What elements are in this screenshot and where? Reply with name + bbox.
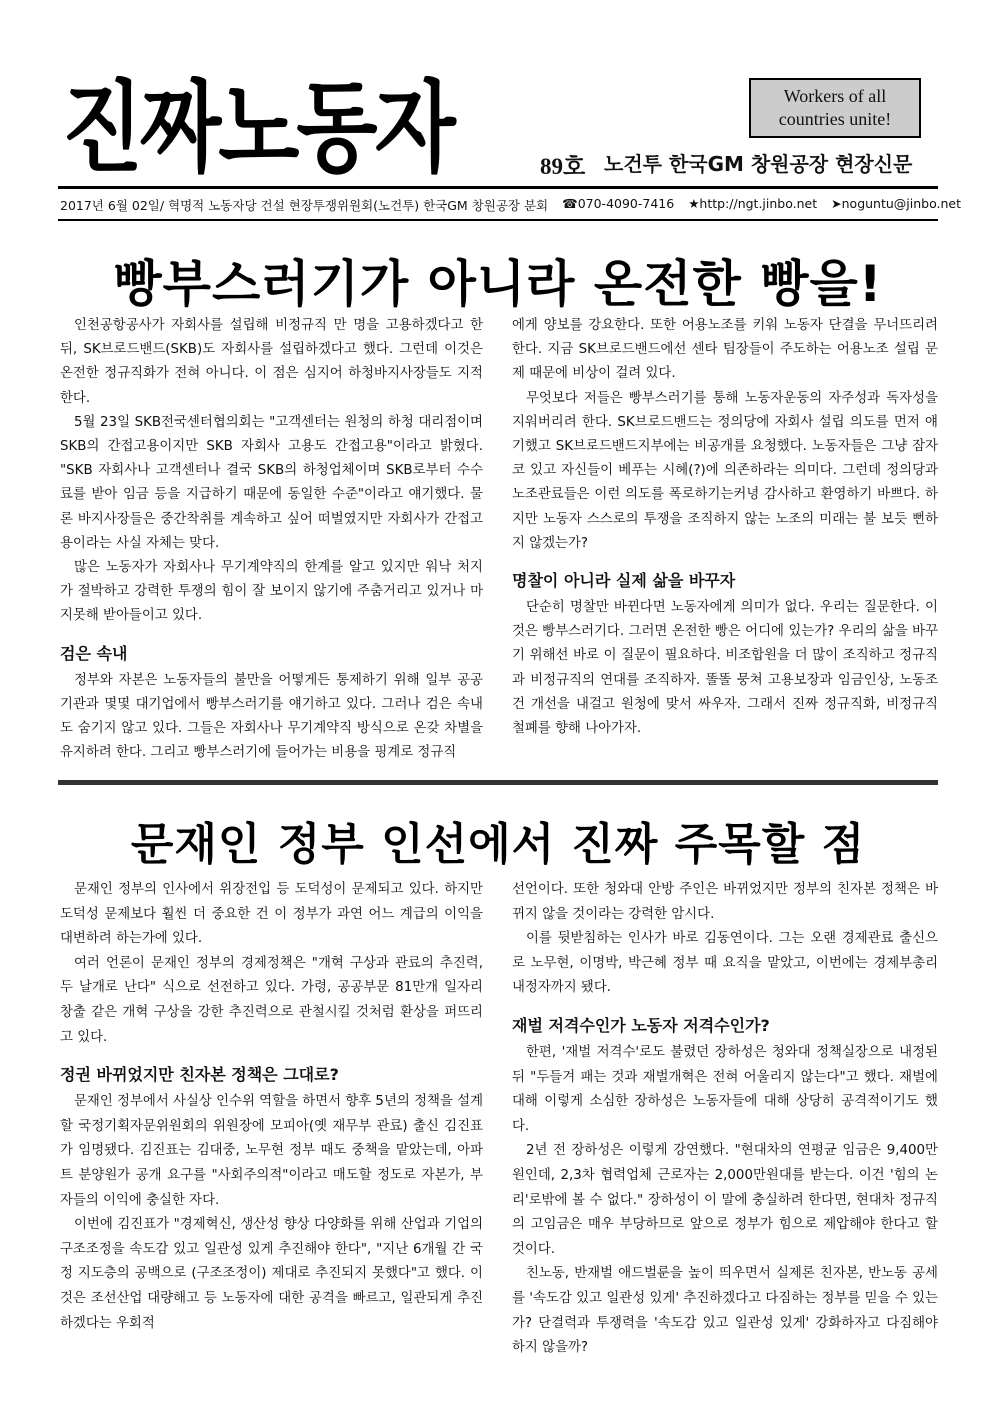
date-org: 2017년 6월 02일/ 혁명적 노동자당 건설 현장투쟁위원회(노건투) 한국GM 창원공장 분회 [60,198,549,213]
info-bar [60,196,962,214]
email: ➤noguntu@jinbo.net [831,196,962,211]
paragraph: 5월 23일 SKB전국센터협의회는 "고객센터는 원청의 하청 대리점이며 SKB의 간접고용이지만 SKB 자회사 고용도 간접고용"이라고 밝혔다. "SKB 자회사나 고객센터나 결국 SKB의 하청업체이며 SKB로부터 수수료를 받아 임금 등을 지급하기 때문에 동일한 수준"이라고 얘기했다. 물론 바지사장들은 중간착취를 계속하고 싶어 떠벌였지만 자회사가 간접고용이라는 사실 자체는 맞다. [60,414,483,551]
paragraph: 무엇보다 저들은 빵부스러기를 통해 노동자운동의 자주성과 독자성을 지워버리려 한다. SK브로드밴드는 정의당에 자회사 설립 의도를 먼저 얘기했고 SK브로드밴드지부에는 비공개를 요청했다. 노동자들은 그냥 잠자코 있고 자신들이 베푸는 시혜(?)에 의존하라는 의미다. 그런데 정의당과 노조관료들은 이런 의도를 폭로하기는커녕 감사하고 환영하기 바쁘다. 하지만 노동자 스스로의 투쟁을 조직하지 않는 노조의 미래는 불 보듯 뻔하지 않겠는가? [512,390,938,551]
paragraph: 친노동, 반재벌 애드벌룬을 높이 띄우면서 실제론 친자본, 반노동 공세를 '속도감 있고 일관성 있게' 추진하겠다고 다짐하는 정부를 믿을 수 있는가? 단결력과 투쟁력을 '속도감 있고 일관성 있게' 강화하자고 다짐해야 하지 않을까? [512,1266,938,1356]
subheading: 재벌 저격수인가 노동자 저격수인가? [512,1015,770,1035]
article2-right-column [512,878,938,1361]
paragraph: 여러 언론이 문재인 정부의 경제정책은 "개혁 구상과 관료의 추진력, 두 날개로 난다" 식으로 선전하고 있다. 가령, 공공부문 81만개 일자리 창출 같은 개혁 구상을 강한 추진력으로 관철시킬 것처럼 환상을 퍼뜨리고 있다. [60,955,483,1045]
paragraph: 선언이다. 또한 청와대 안방 주인은 바뀌었지만 정부의 친자본 정책은 바뀌지 않을 것이라는 강력한 암시다. [512,882,939,922]
article2-headline: 문재인 정부 인선에서 진짜 주목할 점 [130,819,866,870]
paragraph: 문재인 정부의 인사에서 위장전입 등 도덕성이 문제되고 있다. 하지만 도덕성 문제보다 훨씬 더 중요한 건 이 정부가 과연 어느 계급의 이익을 대변하려 하는가에 있다. [60,882,483,947]
header-rule-bottom [58,219,938,221]
paragraph: 이번에 김진표가 "경제혁신, 생산성 향상 다양화를 위해 산업과 기업의 구조조정을 속도감 있고 일관성 있게 추진해야 한다", "지난 6개월 간 국정 지도층의 공백으로 (구조조정이) 제대로 추진되지 못했다"고 했다. 이것은 조선산업 대량해고 등 노동자에 대한 공격을 빠르고, 일관되게 추진하겠다는 우회적 [60,1217,483,1331]
article1-headline: 빵부스러기가 아니라 온전한 빵을! [113,255,883,313]
paragraph: 인천공항공사가 자회사를 설립해 비정규직 만 명을 고용하겠다고 한 뒤, SK브로드밴드(SKB)도 자회사를 설립하겠다고 했다. 그런데 이것은 온전한 정규직화가 전혀 아니다. 이 점은 심지어 하청바지사장들도 지적한다. [60,318,483,406]
paragraph: 한편, '재벌 저격수'로도 불렸던 장하성은 청와대 정책실장으로 내정된 뒤 "두들겨 패는 것과 재벌개혁은 전혀 어울리지 않는다"고 했다. 재벌에 대해 이렇게 소심한 장하성은 노동자들에 대해 상당히 공격적이기도 했다. [512,1044,938,1134]
paragraph: 문재인 정부에서 사실상 인수위 역할을 하면서 향후 5년의 정책을 설계할 국정기획자문위원회의 위원장에 모피아(옛 재무부 관료) 출신 김진표가 임명됐다. 김진표는 김대중, 노무현 정부 때도 중책을 맡았는데, 아파트 분양원가 공개 요구를 "사회주의적"이라고 매도할 정도로 자본가, 부자들의 이익에 충실한 자다. [60,1094,484,1208]
paragraph: 정부와 자본은 노동자들의 불만을 어떻게든 통제하기 위해 일부 공공기관과 몇몇 대기업에서 빵부스러기를 얘기하고 있다. 그러나 검은 속내도 숨기지 않고 있다. 그들은 자회사나 무기계약직 방식으로 온갖 차별을 유지하려 한다. 그리고 빵부스러기에 들어가는 비용을 핑계로 정규직 [60,672,483,761]
motto-box: Workers of all countries unite! [749,78,921,138]
paragraph: 많은 노동자가 자회사나 무기계약직의 한계를 알고 있지만 워낙 처지가 절박하고 강력한 투쟁의 힘이 잘 보이지 않기에 주춤거리고 있거나 마지못해 받아들이고 있다. [60,560,483,624]
header-rule-top [58,186,938,189]
subheading: 정권 바뀌었지만 친자본 정책은 그대로? [60,1065,339,1085]
masthead-title: 진짜노동자 [62,69,453,186]
paragraph: 에게 양보를 강요한다. 또한 어용노조를 키워 노동자 단결을 무너뜨리려 한다. 지금 SK브로드밴드에선 센타 팀장들이 주도하는 어용노조 설립 문제 때문에 비상이 걸려 있다. [512,318,938,382]
article2-left-column [60,878,483,1336]
website: ★http://ngt.jinbo.net [688,196,818,211]
paragraph: 이를 뒷받침하는 인사가 바로 김동연이다. 그는 오랜 경제관료 출신으로 노무현, 이명박, 박근혜 정부 때 요직을 맡았고, 이번에는 경제부총리 내정자까지 됐다. [512,931,938,996]
paragraph: 단순히 명찰만 바뀐다면 노동자에게 의미가 없다. 우리는 질문한다. 이것은 빵부스러기다. 그러면 온전한 빵은 어디에 있는가? 우리의 삶을 바꾸기 위해선 바로 이 질문이 필요하다. 비조합원을 더 많이 조직하고 정규직과 비정규직의 연대를 조직하자. 똘똘 뭉쳐 고용보장과 임금인상, 노동조건 개선을 내걸고 원청에 맞서 싸우자. 그래서 진짜 정규직화, 비정규직 철폐를 향해 나아가자. [512,600,938,737]
subheading: 명찰이 아니라 실제 삶을 바꾸자 [512,571,736,591]
subheading: 검은 속내 [60,643,128,663]
article1-left-column [60,314,483,765]
paragraph: 2년 전 장하성은 이렇게 강연했다. "현대차의 연평균 임금은 9,400만원인데, 2,3차 협력업체 근로자는 2,000만원대를 받는다. 이건 '힘의 논리'로밖에 볼 수 없다." 장하성이 이 말에 충실하려 한다면, 현대차 정규직의 고임금은 매우 부당하므로 앞으로 정부가 힘으로 제압해야 한다고 할 것이다. [512,1143,938,1257]
section-divider [58,780,938,785]
issue-number: 89호 [540,154,586,179]
phone: ☎070-4090-7416 [562,196,675,211]
paper-name: 노건투 한국GM 창원공장 현장신문 [604,152,913,176]
article1-right-column [512,314,938,741]
